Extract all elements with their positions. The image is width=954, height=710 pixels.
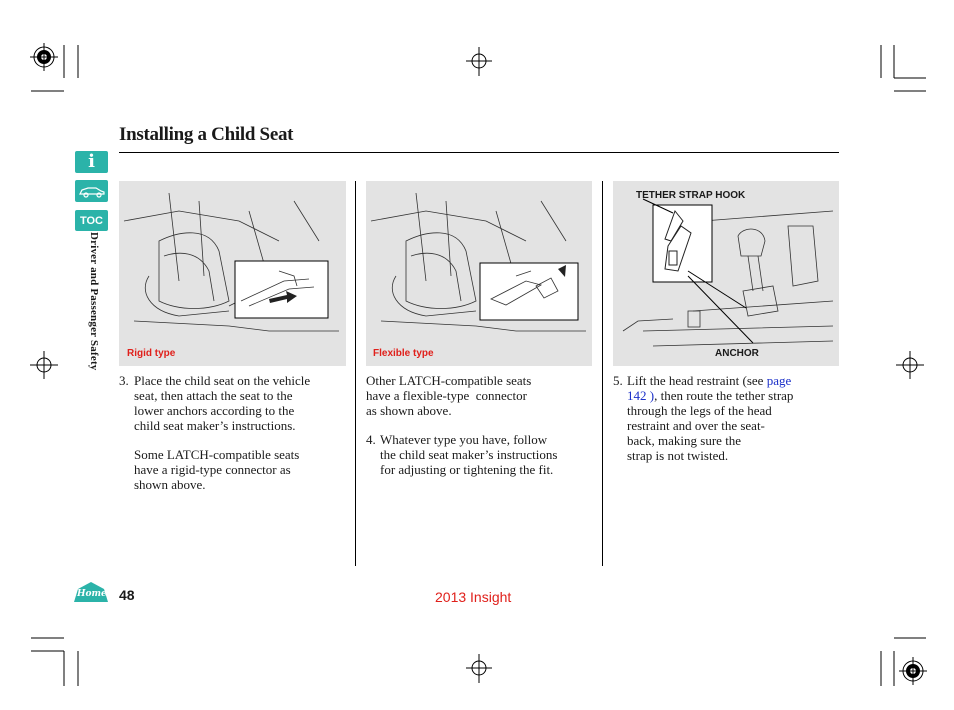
flexible-type-note	[366, 373, 596, 418]
anchor-label: ANCHOR	[715, 348, 759, 359]
home-label: Home	[77, 589, 107, 599]
note-line: have a rigid-type connector as	[134, 462, 291, 477]
figure-caption-rigid: Rigid type	[127, 348, 176, 359]
step-5-text: , then route the tether strap	[654, 388, 794, 403]
step-5-line: strap is not twisted.	[627, 448, 729, 463]
note-line: have a flexible-type connector	[366, 388, 527, 403]
step-3-line: child seat maker’s instructions.	[134, 418, 296, 433]
step-3-line: lower anchors according to the	[134, 403, 295, 418]
figure-flexible-type	[366, 181, 592, 366]
step-5-line: restraint and over the seat-	[627, 418, 765, 433]
step-5	[613, 373, 845, 463]
car-icon	[78, 184, 106, 198]
figure-caption-flexible: Flexible type	[373, 348, 434, 359]
home-button[interactable]	[72, 581, 110, 604]
step-4-line: the child seat maker’s instructions	[380, 447, 558, 462]
tether-strap-hook-label: TETHER STRAP HOOK	[636, 190, 746, 201]
step-5-line: back, making sure the	[627, 433, 742, 448]
figure-tether	[613, 181, 839, 366]
footer-model: 2013 Insight	[435, 589, 512, 605]
toc-button[interactable]	[75, 210, 108, 231]
note-line: Some LATCH-compatible seats	[134, 447, 300, 462]
info-icon: i	[88, 151, 95, 172]
toc-label: TOC	[79, 214, 104, 227]
tether-illustration	[613, 181, 839, 366]
step-3-number: 3.	[119, 373, 129, 388]
page-title: Installing a Child Seat	[119, 124, 294, 145]
column-divider-2	[602, 181, 603, 566]
rigid-seat-illustration	[119, 181, 346, 366]
step-4-line: for adjusting or tightening the fit.	[380, 462, 554, 477]
rigid-type-note	[134, 447, 349, 492]
flexible-seat-illustration	[366, 181, 592, 366]
figure-rigid-type	[119, 181, 346, 366]
note-line: Other LATCH-compatible seats	[366, 373, 532, 388]
step-5-text: Lift the head restraint (see	[627, 373, 764, 388]
step-5-number: 5.	[613, 373, 623, 388]
column-divider-1	[355, 181, 356, 566]
note-line: as shown above.	[366, 403, 452, 418]
step-4-line: Whatever type you have, follow	[380, 432, 548, 447]
step-5-line: through the legs of the head	[627, 403, 772, 418]
title-rule	[119, 152, 839, 153]
page-link-number[interactable]: 142 )	[627, 388, 655, 403]
step-3-line: Place the child seat on the vehicle	[134, 373, 311, 388]
page-number: 48	[119, 587, 135, 603]
section-side-label: Driver and Passenger Safety	[88, 232, 100, 371]
page-link-word[interactable]: page	[766, 373, 792, 388]
step-4	[366, 432, 600, 477]
step-3-line: seat, then attach the seat to the	[134, 388, 293, 403]
vehicle-button[interactable]	[75, 180, 108, 202]
info-button[interactable]	[75, 151, 108, 173]
step-4-number: 4.	[366, 432, 376, 447]
note-line: shown above.	[134, 477, 206, 492]
step-3	[119, 373, 351, 433]
